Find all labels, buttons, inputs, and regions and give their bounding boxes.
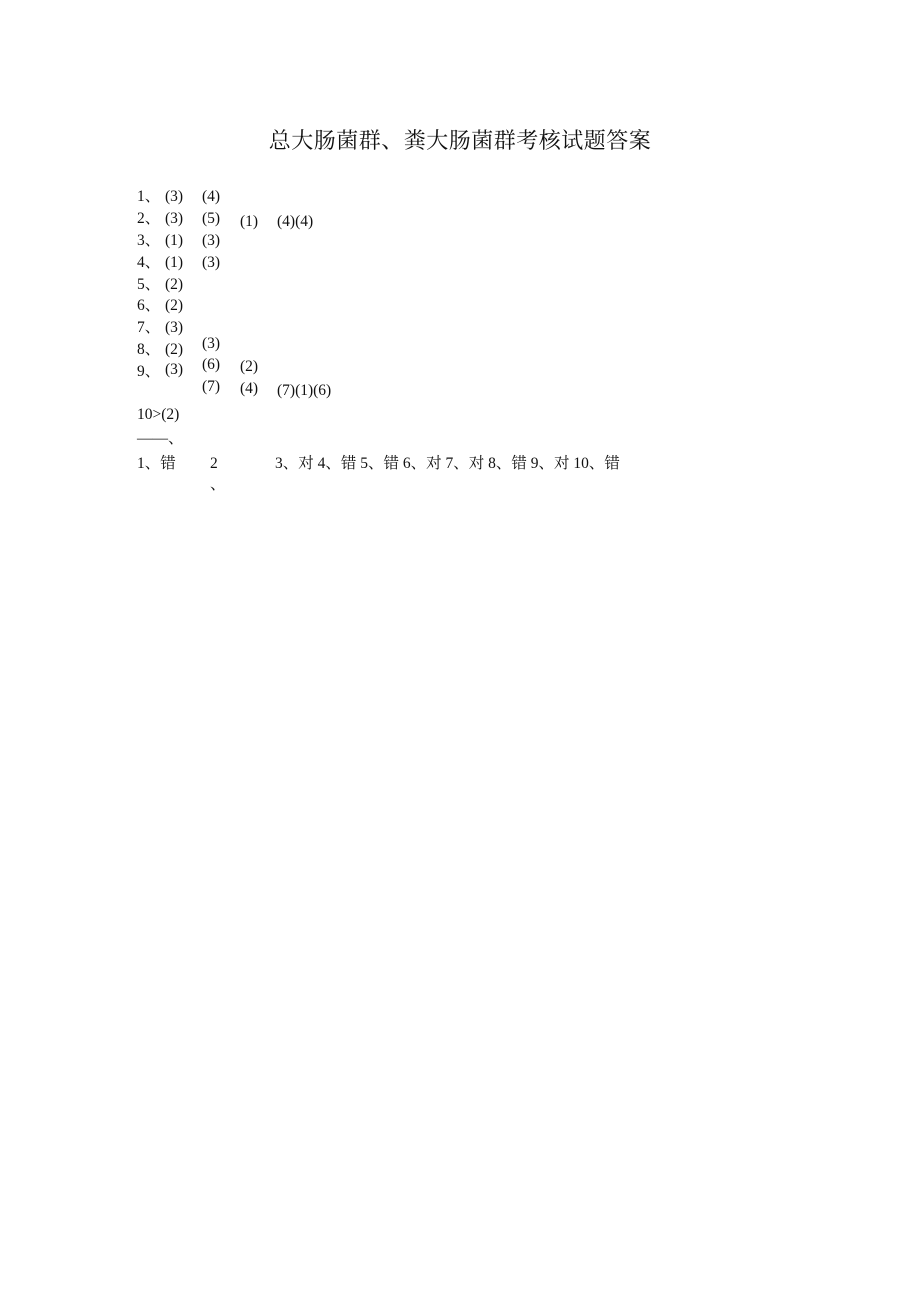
q4-answer-1: (1) <box>165 254 184 271</box>
q6-number: 6、 <box>137 297 161 314</box>
q5-answer-1: (2) <box>165 276 184 293</box>
q10-answer: 10>(2) <box>137 406 180 423</box>
q2-answer-4: (4)(4) <box>277 213 314 230</box>
q3-answer-1: (1) <box>165 232 184 249</box>
q5-number: 5、 <box>137 276 161 293</box>
q9-answer-2: (6) <box>202 356 221 373</box>
q8-answer-1: (2) <box>165 341 184 358</box>
q3-number: 3、 <box>137 232 161 249</box>
q8-number: 8、 <box>137 341 161 358</box>
q4-answer-2: (3) <box>202 254 221 271</box>
q1-answer-1: (3) <box>165 188 184 205</box>
q1-answer-2: (4) <box>202 188 221 205</box>
q2-number: 2、 <box>137 210 161 227</box>
q9-answer-4: (7) <box>202 378 221 395</box>
judgment-answer-1: 1、错 <box>137 455 176 472</box>
q6-answer-1: (2) <box>165 297 184 314</box>
judgment-answer-2-mark: 、 <box>210 476 226 493</box>
q2-answer-1: (3) <box>165 210 184 227</box>
q7-number: 7、 <box>137 319 161 336</box>
q9-answer-1: (3) <box>165 361 184 378</box>
q1-number: 1、 <box>137 188 161 205</box>
q9-answer-6: (7)(1)(6) <box>277 382 332 399</box>
q2-answer-3: (1) <box>240 213 259 230</box>
q2-answer-2: (5) <box>202 210 221 227</box>
q9-answer-5: (4) <box>240 380 259 397</box>
q9-number: 9、 <box>137 363 161 380</box>
q7-answer-1: (3) <box>165 319 184 336</box>
document-title: 总大肠菌群、粪大肠菌群考核试题答案 <box>268 128 652 153</box>
q3-answer-2: (3) <box>202 232 221 249</box>
q9-answer-3: (2) <box>240 358 259 375</box>
section-marker: ——、 <box>137 430 184 447</box>
judgment-answers-rest: 3、对 4、错 5、错 6、对 7、对 8、错 9、对 10、错 <box>275 455 620 472</box>
judgment-answer-2-number: 2 <box>210 455 218 472</box>
q4-number: 4、 <box>137 254 161 271</box>
q8-answer-2: (3) <box>202 335 221 352</box>
